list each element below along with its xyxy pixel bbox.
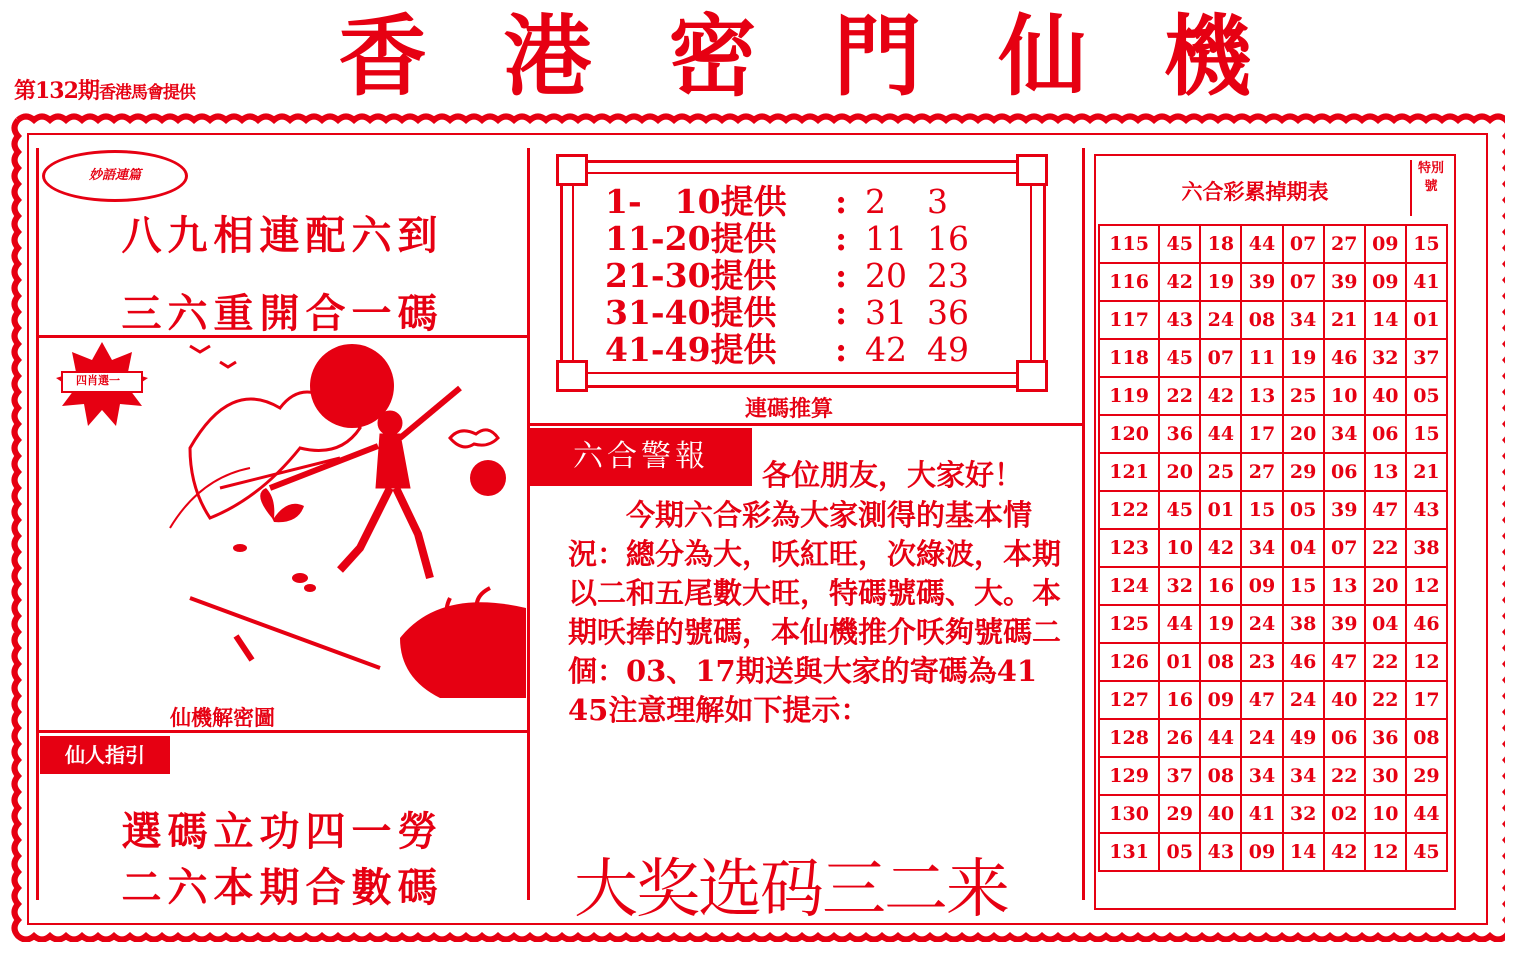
number-cell: 22 <box>1365 681 1406 719</box>
range-row: 1- 10提供 : 2 3 <box>605 184 977 220</box>
puzzle-illustration <box>40 338 526 730</box>
title-char: 門 <box>833 4 922 108</box>
number-cell: 44 <box>1241 225 1282 263</box>
number-cell: 43 <box>1200 833 1241 871</box>
number-cell: 09 <box>1241 567 1282 605</box>
number-cell: 37 <box>1406 339 1447 377</box>
number-cell: 22 <box>1365 529 1406 567</box>
title-char: 仙 <box>998 4 1087 108</box>
number-cell: 06 <box>1324 719 1365 757</box>
number-cell: 05 <box>1159 833 1200 871</box>
number-cell: 10 <box>1324 377 1365 415</box>
number-cell: 12 <box>1406 567 1447 605</box>
table-row <box>1099 377 1447 415</box>
number-cell: 41 <box>1406 263 1447 301</box>
range-row: 21-30提供 : 20 23 <box>605 258 977 294</box>
number-cell: 30 <box>1365 757 1406 795</box>
number-cell: 02 <box>1324 795 1365 833</box>
number-cell: 25 <box>1200 453 1241 491</box>
issue-cell: 123 <box>1099 529 1159 567</box>
divider-left <box>527 148 530 900</box>
article-body: 今期六合彩為大家測得的基本情況：總分為大，㕭紅旺，次綠波，本期以二和五尾數大旺，特碼號碼、大。本期㕭捧的號碼，本仙機推介㕭夠號碼二個：03、17期送與大家的寄碼為41 45注意理解如下提示： <box>568 498 1062 727</box>
number-cell: 43 <box>1159 301 1200 339</box>
issue-provider: 香港馬會提供 <box>98 83 195 103</box>
number-cell: 04 <box>1365 605 1406 643</box>
number-cell: 24 <box>1241 605 1282 643</box>
number-cell: 05 <box>1283 491 1324 529</box>
number-cell: 20 <box>1283 415 1324 453</box>
number-cell: 25 <box>1283 377 1324 415</box>
number-cell: 23 <box>1241 643 1282 681</box>
number-cell: 26 <box>1159 719 1200 757</box>
number-cell: 42 <box>1200 377 1241 415</box>
number-cell: 14 <box>1283 833 1324 871</box>
table-row <box>1099 719 1447 757</box>
title-char: 香 <box>338 4 427 108</box>
number-cell: 09 <box>1365 225 1406 263</box>
number-cell: 39 <box>1324 491 1365 529</box>
number-cell: 16 <box>1159 681 1200 719</box>
issue-cell: 120 <box>1099 415 1159 453</box>
range-num: 49 <box>927 330 969 369</box>
range-label: 1- 10提供 <box>605 182 787 221</box>
number-cell: 39 <box>1324 263 1365 301</box>
slogan: 大奖选码三二来 <box>574 853 1008 927</box>
page-title <box>300 6 1290 106</box>
number-cell: 17 <box>1406 681 1447 719</box>
number-cell: 34 <box>1283 757 1324 795</box>
number-cell: 01 <box>1159 643 1200 681</box>
number-cell: 22 <box>1324 757 1365 795</box>
issue-cell: 117 <box>1099 301 1159 339</box>
number-cell: 40 <box>1200 795 1241 833</box>
number-cell: 10 <box>1159 529 1200 567</box>
number-cell: 29 <box>1406 757 1447 795</box>
special-label: 特別號 <box>1410 160 1450 216</box>
divider-h2 <box>36 730 528 733</box>
number-cell: 07 <box>1200 339 1241 377</box>
number-cell: 46 <box>1324 339 1365 377</box>
number-cell: 13 <box>1324 567 1365 605</box>
table-row <box>1099 529 1447 567</box>
title-char: 港 <box>503 4 592 108</box>
range-label: 41-49提供 <box>605 330 777 369</box>
range-num: 11 <box>865 219 907 258</box>
number-cell: 14 <box>1365 301 1406 339</box>
table-row <box>1099 491 1447 529</box>
couplet-top-line1: 八九相連配六到 <box>121 212 444 259</box>
number-cell: 45 <box>1159 339 1200 377</box>
number-cell: 29 <box>1283 453 1324 491</box>
number-cell: 42 <box>1200 529 1241 567</box>
issue-cell: 115 <box>1099 225 1159 263</box>
number-cell: 22 <box>1365 643 1406 681</box>
number-cell: 27 <box>1324 225 1365 263</box>
number-cell: 34 <box>1241 757 1282 795</box>
issue-cell: 127 <box>1099 681 1159 719</box>
number-cell: 44 <box>1200 719 1241 757</box>
table-row <box>1099 225 1447 263</box>
number-cell: 42 <box>1324 833 1365 871</box>
number-cell: 39 <box>1324 605 1365 643</box>
table-row <box>1099 605 1447 643</box>
number-cell: 44 <box>1159 605 1200 643</box>
number-cell: 19 <box>1200 605 1241 643</box>
number-cell: 15 <box>1406 415 1447 453</box>
issue-cell: 119 <box>1099 377 1159 415</box>
issue-cell: 125 <box>1099 605 1159 643</box>
number-cell: 32 <box>1159 567 1200 605</box>
history-title: 六合彩累掉期表 <box>1181 179 1329 204</box>
number-cell: 46 <box>1283 643 1324 681</box>
issue-cell: 121 <box>1099 453 1159 491</box>
picture-caption: 仙機解密圖 <box>170 705 275 730</box>
number-cell: 09 <box>1365 263 1406 301</box>
number-cell: 13 <box>1365 453 1406 491</box>
number-cell: 21 <box>1324 301 1365 339</box>
number-cell: 19 <box>1200 263 1241 301</box>
range-num: 31 <box>865 293 907 332</box>
number-cell: 27 <box>1241 453 1282 491</box>
number-cell: 46 <box>1406 605 1447 643</box>
table-row <box>1099 415 1447 453</box>
table-row <box>1099 643 1447 681</box>
title-char: 機 <box>1163 4 1252 108</box>
number-cell: 15 <box>1406 225 1447 263</box>
number-cell: 09 <box>1241 833 1282 871</box>
number-cell: 44 <box>1200 415 1241 453</box>
number-cell: 32 <box>1283 795 1324 833</box>
number-cell: 06 <box>1324 453 1365 491</box>
number-cell: 11 <box>1241 339 1282 377</box>
number-cell: 04 <box>1283 529 1324 567</box>
number-cell: 07 <box>1283 225 1324 263</box>
number-cell: 08 <box>1200 757 1241 795</box>
issue-cell: 128 <box>1099 719 1159 757</box>
number-cell: 29 <box>1159 795 1200 833</box>
number-cell: 12 <box>1365 833 1406 871</box>
number-cell: 05 <box>1406 377 1447 415</box>
couplet-bottom-line2: 二六本期合數碼 <box>121 864 444 911</box>
range-num: 23 <box>927 256 969 295</box>
corner-ornament <box>556 360 588 392</box>
number-cell: 34 <box>1241 529 1282 567</box>
range-num: 20 <box>865 256 907 295</box>
picture-badge-label: 四肖選一 <box>76 374 120 387</box>
corner-ornament <box>556 154 588 186</box>
corner-ornament <box>1016 360 1048 392</box>
number-cell: 20 <box>1159 453 1200 491</box>
number-cell: 43 <box>1406 491 1447 529</box>
number-cell: 19 <box>1283 339 1324 377</box>
guide-tag: 仙人指引 <box>40 736 170 774</box>
number-cell: 09 <box>1200 681 1241 719</box>
table-row <box>1099 453 1447 491</box>
number-cell: 45 <box>1406 833 1447 871</box>
divider-right <box>1082 148 1085 900</box>
number-cell: 44 <box>1406 795 1447 833</box>
number-cell: 08 <box>1200 643 1241 681</box>
number-cell: 42 <box>1159 263 1200 301</box>
range-label: 11-20提供 <box>605 219 777 258</box>
range-num: 36 <box>927 293 969 332</box>
issue-cell: 126 <box>1099 643 1159 681</box>
article-greeting: 各位朋友，大家好！ <box>762 458 1024 492</box>
range-num: 2 <box>865 182 886 221</box>
table-row <box>1099 833 1447 871</box>
couplet-bottom-line1: 選碼立功四一勞 <box>121 808 444 855</box>
number-cell: 07 <box>1324 529 1365 567</box>
range-num: 42 <box>865 330 907 369</box>
number-cell: 24 <box>1283 681 1324 719</box>
title-char: 密 <box>668 4 757 108</box>
alert-tag: 六合警報 <box>530 428 752 486</box>
number-cell: 36 <box>1159 415 1200 453</box>
divider-h3 <box>528 423 1084 426</box>
number-cell: 07 <box>1283 263 1324 301</box>
couplet-top-line2: 三六重開合一碼 <box>121 290 444 337</box>
number-cell: 36 <box>1365 719 1406 757</box>
number-cell: 47 <box>1324 643 1365 681</box>
issue-cell: 122 <box>1099 491 1159 529</box>
table-row <box>1099 795 1447 833</box>
number-cell: 21 <box>1406 453 1447 491</box>
number-cell: 34 <box>1283 301 1324 339</box>
number-cell: 18 <box>1200 225 1241 263</box>
table-row <box>1099 567 1447 605</box>
range-row: 41-49提供 : 42 49 <box>605 332 977 368</box>
table-row <box>1099 681 1447 719</box>
number-cell: 06 <box>1365 415 1406 453</box>
number-cell: 45 <box>1159 225 1200 263</box>
range-label: 21-30提供 <box>605 256 777 295</box>
number-cell: 37 <box>1159 757 1200 795</box>
number-cell: 08 <box>1406 719 1447 757</box>
number-cell: 24 <box>1241 719 1282 757</box>
number-cell: 15 <box>1241 491 1282 529</box>
issue-cell: 124 <box>1099 567 1159 605</box>
range-label: 31-40提供 <box>605 293 777 332</box>
number-cell: 16 <box>1200 567 1241 605</box>
corner-ornament <box>1016 154 1048 186</box>
number-cell: 38 <box>1283 605 1324 643</box>
range-row: 11-20提供 : 11 16 <box>605 221 977 257</box>
number-cell: 10 <box>1365 795 1406 833</box>
number-cell: 34 <box>1324 415 1365 453</box>
number-cell: 08 <box>1241 301 1282 339</box>
number-cell: 17 <box>1241 415 1282 453</box>
number-cell: 38 <box>1406 529 1447 567</box>
history-table <box>1098 224 1448 872</box>
number-cell: 01 <box>1200 491 1241 529</box>
number-cell: 24 <box>1200 301 1241 339</box>
number-cell: 01 <box>1406 301 1447 339</box>
table-row <box>1099 301 1447 339</box>
divider-outer-left <box>36 148 39 900</box>
issue-number <box>14 74 195 105</box>
badge-oval: 妙語連篇 <box>42 150 188 202</box>
number-cell: 40 <box>1365 377 1406 415</box>
number-cell: 49 <box>1283 719 1324 757</box>
number-cell: 39 <box>1241 263 1282 301</box>
number-cell: 20 <box>1365 567 1406 605</box>
issue-cell: 129 <box>1099 757 1159 795</box>
number-cell: 40 <box>1324 681 1365 719</box>
number-cell: 12 <box>1406 643 1447 681</box>
table-row <box>1099 757 1447 795</box>
issue-label: 第132期 <box>14 78 99 104</box>
issue-cell: 131 <box>1099 833 1159 871</box>
table-row <box>1099 339 1447 377</box>
issue-cell: 118 <box>1099 339 1159 377</box>
number-cell: 32 <box>1365 339 1406 377</box>
range-num: 16 <box>927 219 969 258</box>
table-row <box>1099 263 1447 301</box>
number-cell: 22 <box>1159 377 1200 415</box>
numbers-caption: 連碼推算 <box>745 396 834 422</box>
number-cell: 45 <box>1159 491 1200 529</box>
number-cell: 47 <box>1365 491 1406 529</box>
issue-cell: 116 <box>1099 263 1159 301</box>
issue-cell: 130 <box>1099 795 1159 833</box>
number-cell: 47 <box>1241 681 1282 719</box>
range-row: 31-40提供 : 31 36 <box>605 295 977 331</box>
number-cell: 41 <box>1241 795 1282 833</box>
number-cell: 13 <box>1241 377 1282 415</box>
range-num: 3 <box>927 182 948 221</box>
number-cell: 15 <box>1283 567 1324 605</box>
